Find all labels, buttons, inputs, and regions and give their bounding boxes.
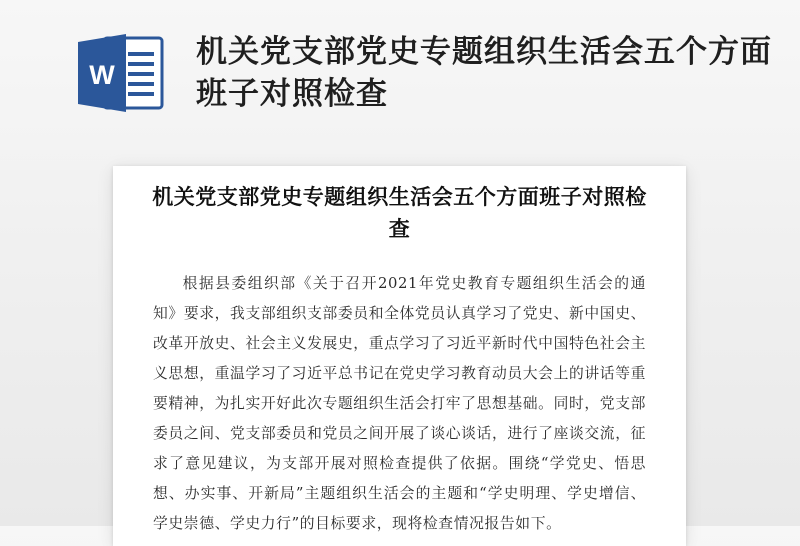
word-logo-letter: W xyxy=(89,60,115,90)
word-document-icon xyxy=(78,32,164,114)
document-body-paragraph: 根据县委组织部《关于召开2021年党史教育专题组织生活会的通知》要求，我支部组织支部委员和全体党员认真学习了党史、新中国史、改革开放史、社会主义发展史，重点学习了习近平新时代中国特色社会主义思想，重温学习了习近平总书记在党史学习教育动员大会上的讲话等重要精神，为扎实开好此次专题组织生活会打牢了思想基础。同时，党支部委员之间、党支部委员和党员之间开展了谈心谈话，进行了座谈交流，征求了意见建议，为支部开展对照检查提供了依据。围绕“学党史、悟思想、办实事、开新局”主题组织生活会的主题和“学史明理、学史增信、学史崇德、学史力行”的目标要求，现将检查情况报告如下。 xyxy=(153,275,646,532)
document-title: 机关党支部党史专题组织生活会五个方面班子对照检查 xyxy=(152,184,647,241)
page-title: 机关党支部党史专题组织生活会五个方面班子对照检查 xyxy=(196,34,772,112)
header-banner xyxy=(0,0,800,150)
document-page xyxy=(113,166,686,546)
